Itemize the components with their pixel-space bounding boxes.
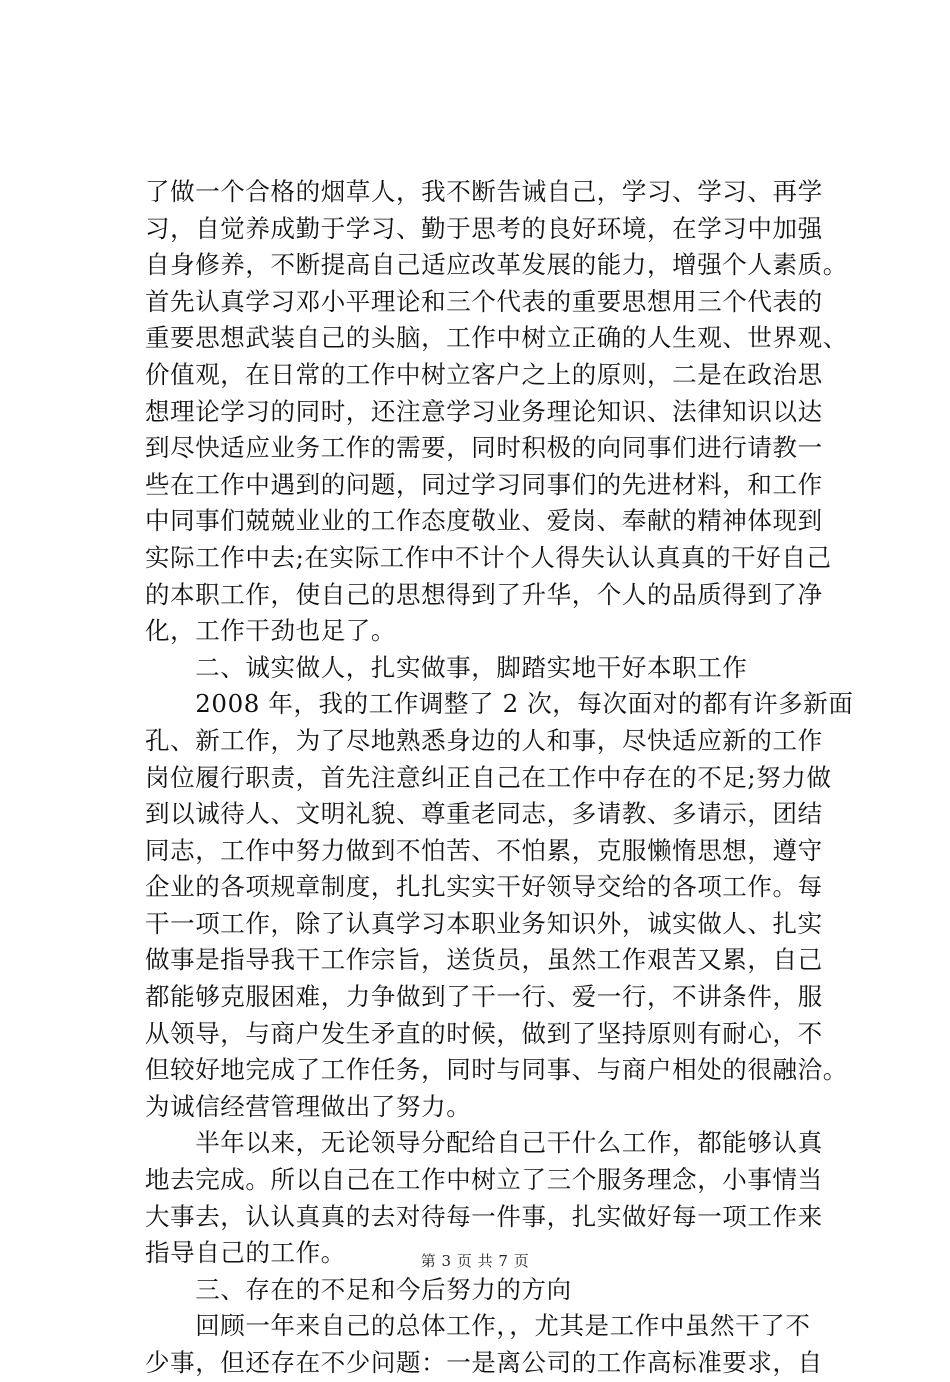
text-line: 中同事们兢兢业业的工作态度敬业、爱岗、奉献的精神体现到 <box>145 506 823 536</box>
text-line: 的本职工作，使自己的思想得到了升华，个人的品质得到了净 <box>145 579 823 609</box>
text-line: 干一项工作，除了认真学习本职业务知识外，诚实做人、扎实 <box>145 908 823 938</box>
text-line: 从领导，与商户发生矛直的时候，做到了坚持原则有耐心，不 <box>145 1018 823 1048</box>
text-line: 想理论学习的同时，还注意学习业务理论知识、法律知识以达 <box>145 396 823 426</box>
text-line: 大事去，认认真真的去对待每一件事，扎实做好每一项工作来 <box>145 1201 823 1231</box>
text-line: 实际工作中去;在实际工作中不计个人得失认认真真的干好自己 <box>145 542 832 572</box>
text-line: 少事，但还存在不少问题：一是离公司的工作高标准要求，自 <box>145 1348 823 1377</box>
page-number-footer: 第 3 页 共 7 页 <box>420 1252 530 1270</box>
text-line: 价值观，在日常的工作中树立客户之上的原则，二是在政治思 <box>145 359 823 389</box>
text-line: 自身修养，不断提高自己适应改革发展的能力，增强个人素质。 <box>145 250 848 280</box>
text-line: 地去完成。所以自己在工作中树立了三个服务理念，小事情当 <box>145 1165 823 1195</box>
text-line: 半年以来，无论领导分配给自己干什么工作，都能够认真 <box>145 1128 823 1158</box>
text-line: 习，自觉养成勤于学习、勤于思考的良好环境，在学习中加强 <box>145 213 823 243</box>
text-line: 做事是指导我干工作宗旨，送货员，虽然工作艰苦又累，自己 <box>145 945 823 975</box>
text-line: 了做一个合格的烟草人，我不断告诫自己，学习、学习、再学 <box>145 177 823 206</box>
text-line: 化，工作干劲也足了。 <box>145 616 396 646</box>
document-body <box>145 174 865 1382</box>
text-line: 首先认真学习邓小平理论和三个代表的重要思想用三个代表的 <box>145 286 823 316</box>
text-line: 2008 年，我的工作调整了 2 次，每次面对的都有许多新面 <box>145 689 854 719</box>
text-line: 同志，工作中努力做到不怕苦、不怕累，克服懒惰思想，遵守 <box>145 835 823 865</box>
text-line: 到尽快适应业务工作的需要，同时积极的向同事们进行请教一 <box>145 433 823 463</box>
text-line: 到以诚待人、文明礼貌、尊重老同志，多请教、多请示，团结 <box>145 799 823 829</box>
text-line: 些在工作中遇到的问题，同过学习同事们的先进材料，和工作 <box>145 469 823 499</box>
section-heading: 三、存在的不足和今后努力的方向 <box>145 1274 572 1304</box>
text-line: 为诚信经营管理做出了努力。 <box>145 1091 472 1121</box>
text-line: 指导自己的工作。 <box>145 1238 346 1268</box>
text-line: 企业的各项规章制度，扎扎实实干好领导交给的各项工作。每 <box>145 872 823 902</box>
text-line: 孔、新工作，为了尽地熟悉身边的人和事，尽快适应新的工作 <box>145 725 823 755</box>
text-line: 重要思想武装自己的头脑，工作中树立正确的人生观、世界观、 <box>145 323 848 353</box>
text-line: 都能够克服困难，力争做到了干一行、爱一行，不讲条件，服 <box>145 982 823 1012</box>
text-line: 岗位履行职责，首先注意纠正自己在工作中存在的不足;努力做 <box>145 762 832 792</box>
text-line: 但较好地完成了工作任务，同时与同事、与商户相处的很融洽。 <box>145 1055 848 1085</box>
text-line: 回顾一年来自己的总体工作，，尤其是工作中虽然干了不 <box>145 1311 811 1341</box>
section-heading: 二、诚实做人，扎实做事，脚踏实地干好本职工作 <box>145 652 748 682</box>
